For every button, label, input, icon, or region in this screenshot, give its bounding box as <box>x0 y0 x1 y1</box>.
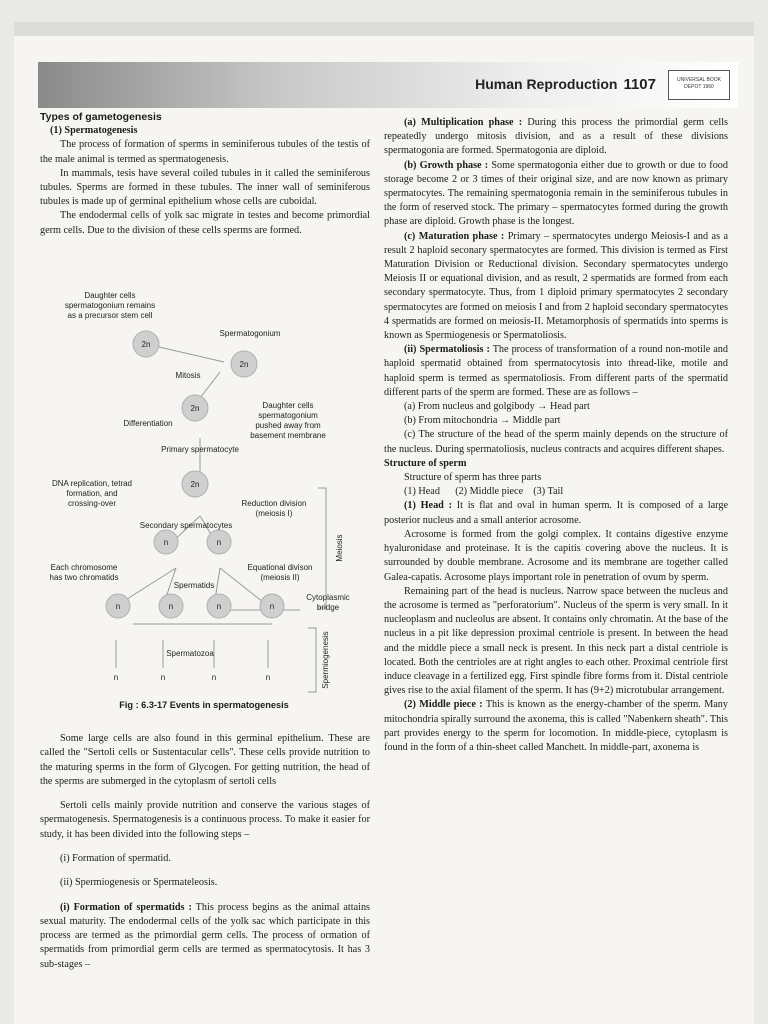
paragraph-text: Some spermatogonia either due to growth or due to food storage become 2 or 3 times of their original size, and are now known as primary spermatocytes. The remaining spermatogonia remain in the seminiferous tubules in the form of reserved stock. The primary – spermatocytes formed during the growth phase are diploid. Growth phase is the longest. <box>384 159 728 228</box>
section-heading: Types of gametogenesis <box>40 111 162 123</box>
fig-label: Daughter cells <box>84 291 136 300</box>
term: (b) Growth phase : <box>404 159 489 171</box>
paragraph: Sertoli cells mainly provide nutrition and conserve the various stages of spermatogenesis. Spermatogenesis is a continuous process. To make it easier for study, it has been divided into the following steps – <box>40 800 370 840</box>
cell-label: n <box>216 538 222 547</box>
cell-label: n <box>163 538 169 547</box>
paragraph <box>384 499 728 527</box>
fig-label: Reduction division <box>241 499 307 508</box>
paragraph-text: This process begins as the animal attains sexual maturity. The endodermal cells of the yolk sac which participate in this process are termed as the primordial germ cells. The process of ormation of spermatids from primordial germ cells are termed as spermatocytosis. It has 3 sub-stages – <box>40 901 370 970</box>
fig-label: Spermatozoa <box>166 649 214 658</box>
paragraph: Acrosome is formed from the golgi complex. It contains digestive enzyme hyaluronidase and proteinase. It is the capitis covering above the nucleus. It is surrounded by double membrane. Acrosome and its membrane are together called Galea-capatis. Acrosome plays important role in penetration of ovum by sperm. <box>384 528 728 583</box>
fig-label: Cytoplasmic <box>306 593 350 602</box>
fig-label: as a precursor stem cell <box>67 311 153 320</box>
paragraph-text: During this process the primordial germ cells repeatedly undergo mitosis division, and as a result of these divisions spermatogonia are formed. Spermatogonia are diploid. <box>384 117 728 157</box>
paragraph-text: This is known as the energy-chamber of the sperm. Many mitochondria spirally surround the axonema, this is called "Nabenkern sheath". This part provides energy to the sperm for locomotion. In middle-piece, cytoplasm is found in the form of a thin-sheet called Manchett. In middle-part, axonema is <box>384 699 728 753</box>
left-column-top <box>40 110 370 238</box>
sperm-label: n <box>160 673 166 682</box>
paragraph: In mammals, tesis have several coiled tubules in it called the seminiferous tubules. Sperms are formed in these tubules. The inner wall of seminiferous tubules is made up of germinal epithelium whose cells are cuboidal. <box>40 167 370 208</box>
scan-border <box>14 22 754 36</box>
fig-label: Mitosis <box>175 371 201 380</box>
parts-list: (1) Head (2) Middle piece (3) Tail <box>404 486 564 498</box>
term: (i) Formation of spermatids : <box>60 901 192 913</box>
term: (c) Maturation phase : <box>404 230 505 242</box>
header-title <box>475 76 656 93</box>
chapter-title: Human Reproduction <box>475 76 618 92</box>
list-item: (c) The structure of the head of the sperm mainly depends on the structure of the nucleus. During spermatoliosis, nucleus contracts and acquires different shapes. <box>384 429 728 455</box>
fig-label: basement membrane <box>250 431 326 440</box>
fig-label: Spermatids <box>173 581 215 590</box>
paragraph-text: Primary – spermatocytes undergo Meiosis-I and as a result 2 haploid seconary spermatocytes are formed. This division is termed as First Maturation Division or Reductional division. Secondary spermatocytes undergo Meiosis II or equational division, and as result, 2 spermatids are formed from each secondary spermatocyte. Thus, from 1 diploid primary spermatocytes 2 secondary spermatocytes are formed on meiosis I and from 2 haploid secondary spermatocytes 4 spermatids are formed on meiosis-II. Metamorphosis of spermatids into sperms is known as Spermiogenesis or Spermatoliosis. <box>384 230 729 342</box>
cell-label: n <box>269 602 275 611</box>
fig-label: (meiosis I) <box>255 509 293 518</box>
paragraph-text: It is flat and oval in human sperm. It is composed of a large posterior nucleus and a small anterior acrosome. <box>384 500 729 526</box>
paragraph: The endodermal cells of yolk sac migrate in testes and become primordial germ cells. Due to the division of these cells sperms are formed. <box>40 210 370 236</box>
fig-label: Primary spermatocyte <box>161 445 239 454</box>
fig-label: spermatogonium remains <box>64 301 156 310</box>
fig-label: has two chromatids <box>49 573 119 582</box>
page-header <box>38 62 738 108</box>
fig-label: Secondary spermatocytes <box>139 521 233 530</box>
fig-label: Equational divison <box>247 563 313 572</box>
paragraph <box>384 698 728 755</box>
list-item: (i) Formation of spermatid. <box>60 852 171 864</box>
fig-label: Spermatogonium <box>219 329 281 338</box>
paragraph: Some large cells are also found in this germinal epithelium. These are called the "Sertoli cells or Sustentacular cells". These cells provide nutrition to the maturing sperms in the form of Glycogen. For getting nutrition, the head of the sperms are submerged in the cytoplasm of sertoli cells <box>40 733 370 787</box>
fig-label: Differentiation <box>123 419 173 428</box>
fig-label: Each chromosome <box>50 563 118 572</box>
fig-label: bridge <box>316 603 340 612</box>
paragraph: The process of formation of sperms in seminiferous tubules of the testis of the male animal is termed as spermatogenesis. <box>40 139 370 165</box>
fig-label: Daughter cells <box>262 401 314 410</box>
cell-label: n <box>115 602 121 611</box>
fig-label: DNA replication, tetrad <box>51 479 133 488</box>
cell-label: 2n <box>190 480 200 489</box>
paragraph <box>384 116 728 159</box>
figure-caption: Fig : 6.3-17 Events in spermatogenesis <box>119 700 289 710</box>
fig-label: pushed away from <box>255 421 321 430</box>
list-item: (b) From mitochondria → Middle part <box>404 415 561 427</box>
sperm-label: n <box>211 673 217 682</box>
paragraph-text: The process of transformation of a round non-motile and haploid spermatid obtained from spermatocytosis into thread-like, motile and haploid sperm is termed as spermatoliosis. From different parts of the spermatid different parts of the sperm are formed. These are as follows – <box>384 344 728 398</box>
paragraph <box>384 343 728 400</box>
spermatogenesis-figure <box>38 288 370 694</box>
paragraph <box>384 230 728 344</box>
fig-label: Spermiogenesis <box>321 631 330 689</box>
list-item: (a) From nucleus and golgibody → Head part <box>404 401 590 413</box>
term: (ii) Spermatoliosis : <box>404 344 490 356</box>
fig-label: (meiosis II) <box>260 573 300 582</box>
paragraph <box>40 901 370 972</box>
publisher-logo: UNIVERSAL BOOK DEPOT 1960 <box>668 70 730 100</box>
fig-label: crossing-over <box>67 499 117 508</box>
section-heading: Structure of sperm <box>384 457 467 469</box>
list-item: (ii) Spermiogenesis or Spermateleosis. <box>60 877 218 889</box>
term: (2) Middle piece : <box>404 699 483 711</box>
cell-label: 2n <box>141 340 151 349</box>
page-number: 1107 <box>623 76 656 93</box>
term: (1) Head : <box>404 500 452 512</box>
paragraph: Remaining part of the head is nucleus. Narrow space between the nucleus and the acrosome is termed as "perforatorium". Nucleus of the sperm is very small. In it nucleoplasm and nucleolus are absent. It contains only chromatin. At the base of the nucleus in a pit like depression proximal centriole is present. In between the head and the middle piece a small neck is present. In this neck part a distal centriole is located. Both the centrioles are at right angles to each other. Proximal centriole first induce cleavage in a fertilized egg. First spindle fibre forms from it. Distal centriole gives rise to the axial filament of the sperm. It has (9+2) microtubular arrangement. <box>384 585 728 697</box>
cell-label: n <box>168 602 174 611</box>
left-column-bottom <box>40 722 370 982</box>
paragraph <box>384 159 728 230</box>
term: (a) Multiplication phase : <box>404 117 523 128</box>
fig-label: formation, and <box>66 489 118 498</box>
paragraph: Structure of sperm has three parts <box>404 472 542 484</box>
fig-label: Meiosis <box>335 534 344 562</box>
textbook-page <box>14 22 754 1024</box>
cell-label: n <box>216 602 222 611</box>
sperm-label: n <box>265 673 271 682</box>
right-column <box>384 116 728 755</box>
cell-label: 2n <box>239 360 249 369</box>
fig-label: spermatogonium <box>258 411 318 420</box>
cell-label: 2n <box>190 404 200 413</box>
sperm-label: n <box>113 673 119 682</box>
subsection-heading: (1) Spermatogenesis <box>50 125 138 137</box>
